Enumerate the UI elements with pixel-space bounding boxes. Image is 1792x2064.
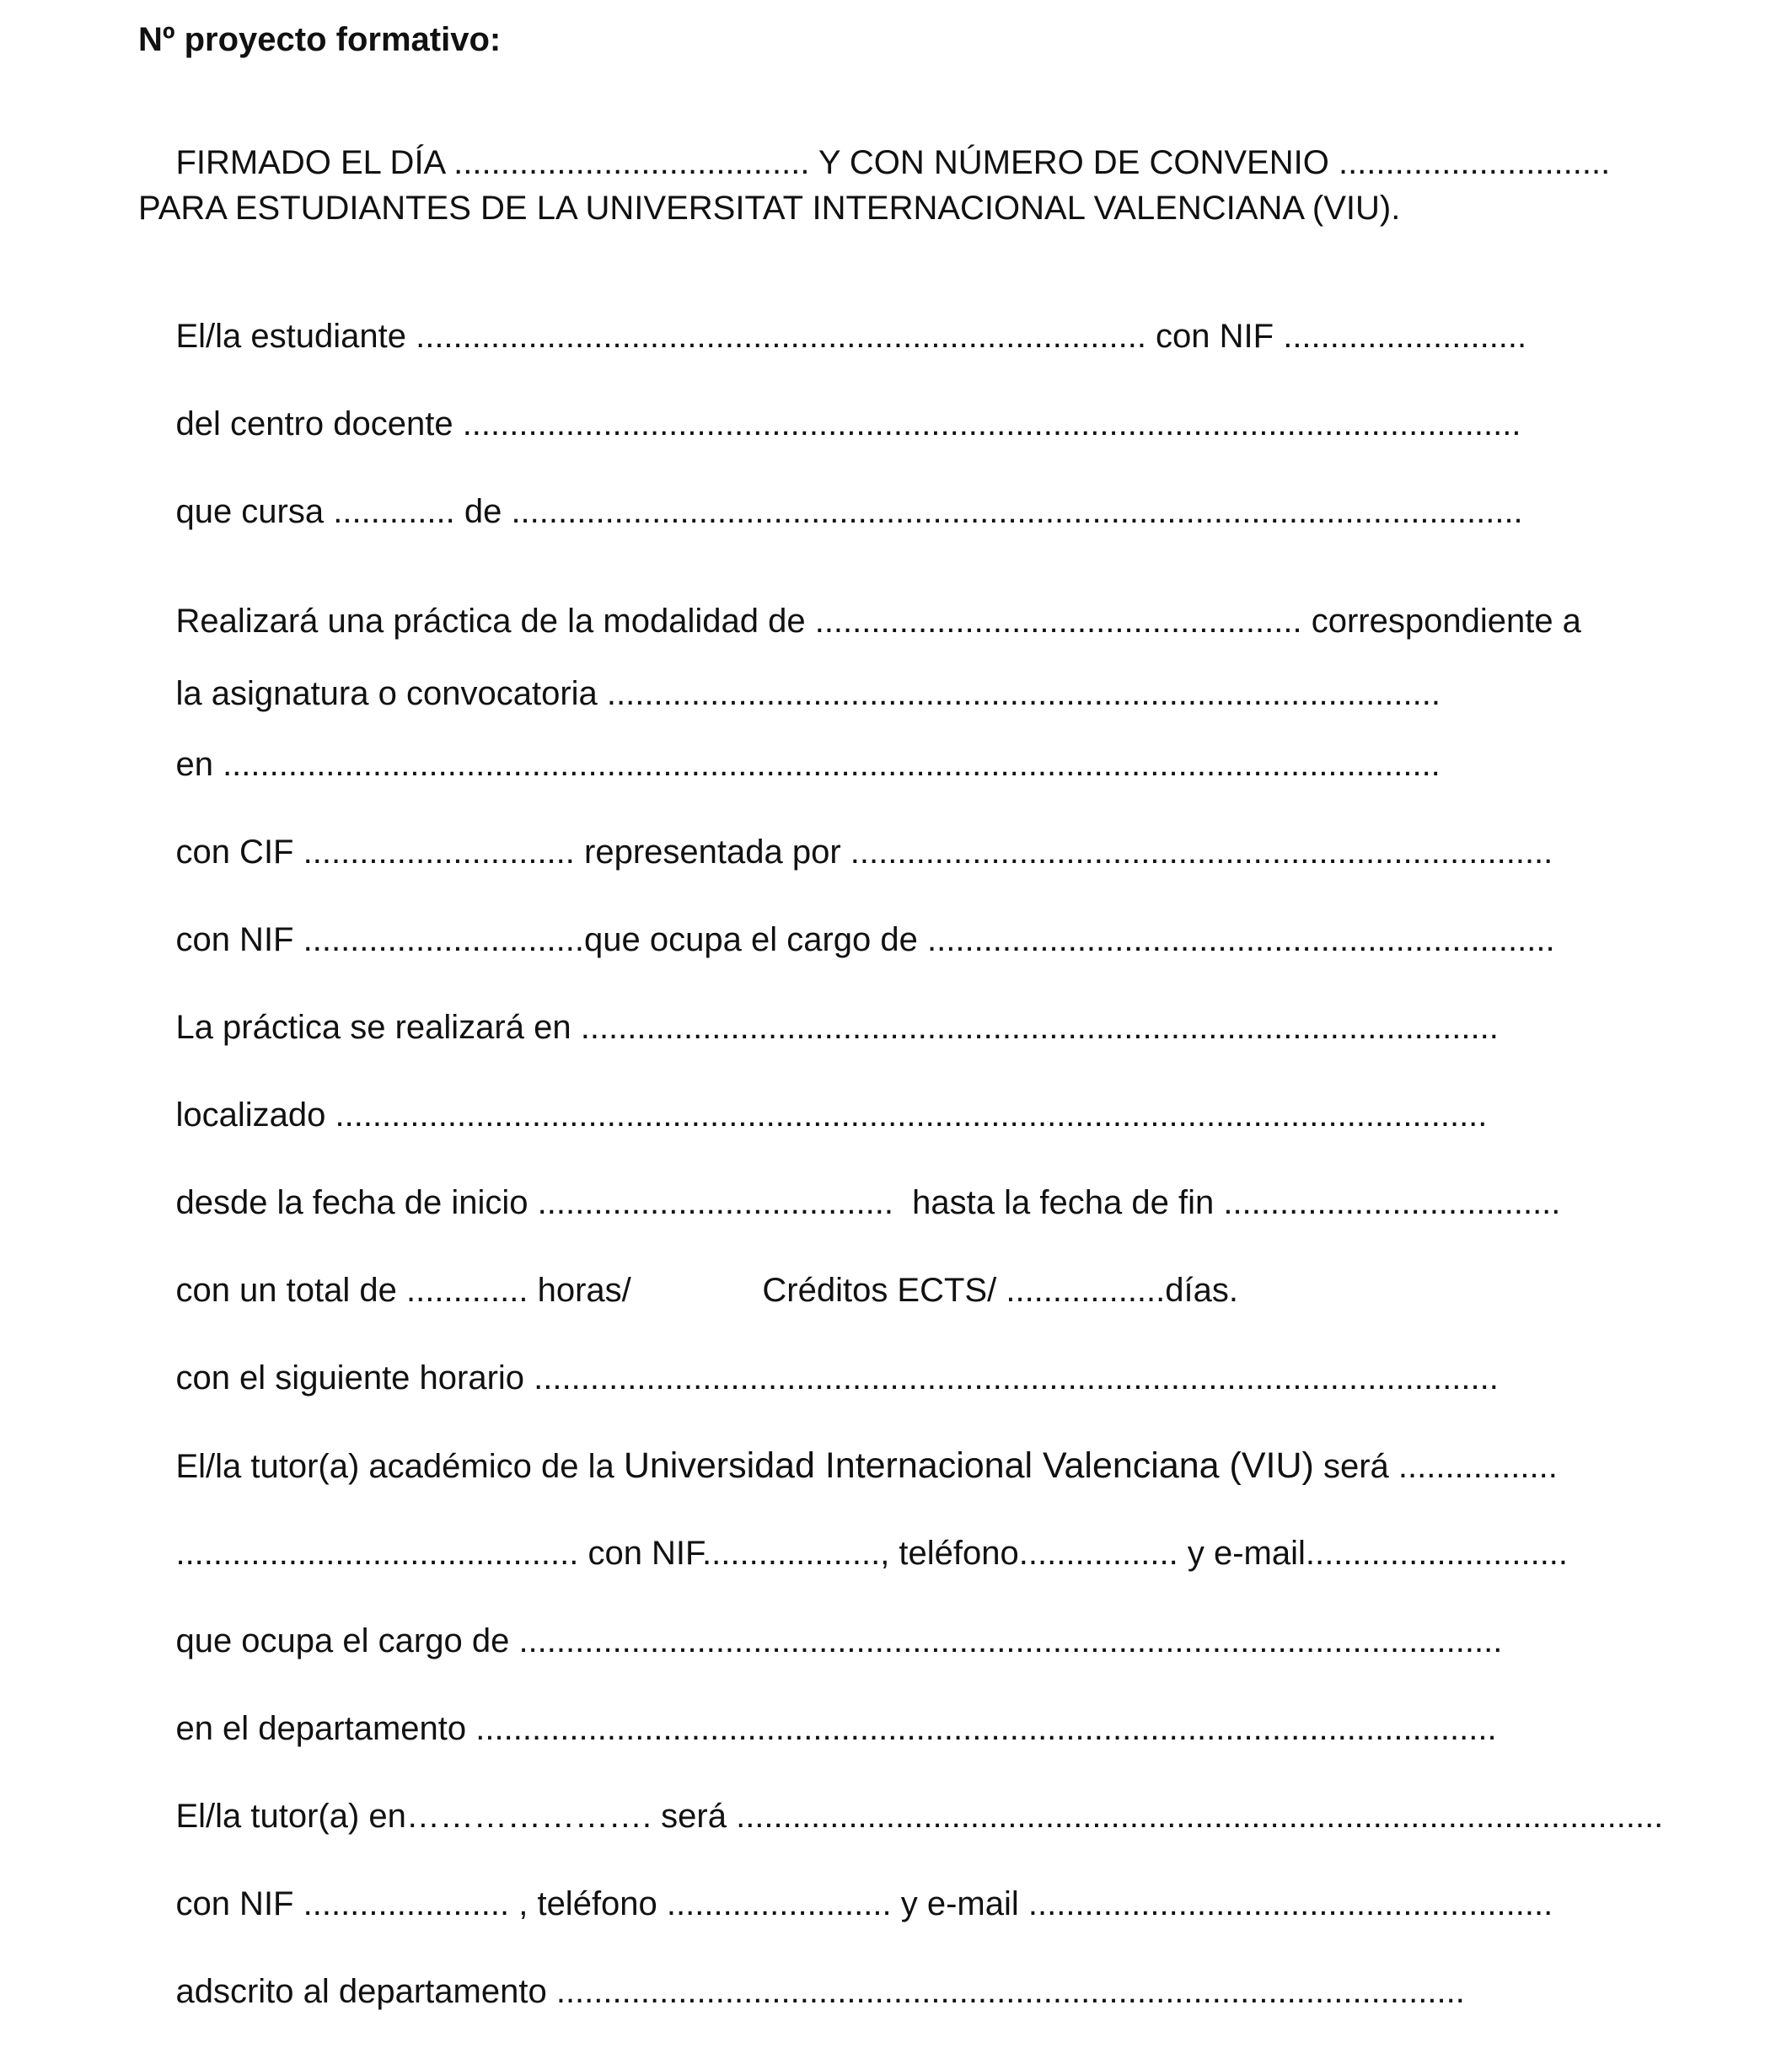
estudiante-nif-label: con NIF [1145,318,1284,355]
tutor-en-mail-label: y e-mail [891,1885,1028,1922]
cursa-label: que cursa [175,493,334,530]
centro-label: del centro docente [175,405,463,442]
tutor-en-label: El/la tutor(a) en [175,1798,406,1835]
fecha-inicio-field[interactable]: ...................................... [537,1184,893,1221]
estudiante-label: El/la estudiante [175,318,416,355]
horario-label: con el siguiente horario [175,1359,534,1397]
fecha-fin-label: hasta la fecha de fin [893,1184,1224,1221]
en-label: en [175,746,223,783]
tutor-en-mail-field[interactable]: ........................................................ [1027,1885,1553,1922]
horas-label: horas/ [528,1272,631,1309]
page-title: Nº proyecto formativo: [138,21,502,58]
tutor-en-tel-label: , teléfono [509,1885,667,1922]
localizado-field[interactable]: ........................................................................................................................... [335,1096,1488,1134]
estudiante-nif-field[interactable]: .......................... [1283,318,1527,355]
nif-label: con NIF [175,921,303,958]
fecha-inicio-label: desde la fecha de inicio [175,1184,538,1221]
cursa-course-field[interactable]: ............. [333,493,455,530]
practica-en-field[interactable]: .................................................................................................. [580,1009,1499,1046]
departamento-field[interactable]: ............................................................................................................. [475,1710,1497,1747]
tutor-mail-label: y e-mail [1178,1535,1306,1572]
tutor-name-field[interactable]: ........................................... [175,1535,579,1572]
practica-en-label: La práctica se realizará en [175,1009,581,1046]
fecha-fin-field[interactable]: .................................... [1223,1184,1561,1221]
adscrito-label: adscrito al departamento [175,1973,556,2010]
cargo-tutor-label: que ocupa el cargo de [175,1622,519,1659]
tutor-en-tel-field[interactable]: ........................ [666,1885,892,1922]
centro-field[interactable]: ................................................................................................................. [462,405,1521,442]
correspondiente-label: correspondiente a [1301,603,1581,640]
cursa-line [138,448,1523,575]
asignatura-field[interactable]: ......................................................................................... [606,675,1441,712]
tutor-nif-field[interactable]: ................... [702,1535,881,1572]
cargo-label: que ocupa el cargo de [584,921,927,958]
creditos-label: Créditos ECTS/ [762,1272,1006,1309]
tutor-en-name-field[interactable]: ................................................................................................... [736,1798,1664,1835]
tutor-tel-label: , teléfono [880,1535,1019,1572]
sera-label: será [1313,1448,1398,1485]
en-field[interactable]: .................................................................................................................................. [223,746,1441,783]
tutor-en-nif-label: con NIF [175,1885,303,1922]
total-label: con un total de [175,1272,406,1309]
dias-field[interactable]: ................. [1006,1272,1166,1309]
tutor-en-place-field[interactable]: ………………… [405,1798,642,1835]
realizara-label: Realizará una práctica de la modalidad de [175,603,815,640]
tutor-en-sera-label: . será [641,1798,737,1835]
cargo-tutor-field[interactable]: ......................................................................................................... [518,1622,1503,1659]
horario-field[interactable]: ....................................................................................................... [534,1359,1499,1397]
tutor-academico-label: El/la tutor(a) académico de la [175,1448,624,1485]
tutor-en-nif-field[interactable]: ...................... [303,1885,510,1922]
firmado-label: FIRMADO EL DÍA [175,144,454,181]
asignatura-label: la asignatura o convocatoria [175,675,607,712]
adscrito-line [138,1928,1465,2055]
modalidad-field[interactable]: .................................................... [814,603,1302,640]
dias-label: días. [1165,1272,1238,1309]
cursa-de-label: de [454,493,512,530]
departamento-label: en el departamento [175,1710,476,1747]
para-line: PARA ESTUDIANTES DE LA UNIVERSITAT INTERNACIONAL VALENCIANA (VIU). [138,190,1401,227]
total-gap [631,1272,763,1309]
cif-label: con CIF [175,834,303,871]
representada-field[interactable]: ........................................................................... [850,834,1553,871]
estudiante-name-field[interactable]: .............................................................................. [416,318,1146,355]
cargo-field[interactable]: ................................................................... [927,921,1555,958]
cif-field[interactable]: ............................. [303,834,575,871]
convenio-label: Y CON NÚMERO DE CONVENIO [809,144,1339,181]
tutor-nif-label: con NIF [578,1535,703,1572]
convenio-number-field[interactable]: ............................. [1338,144,1611,181]
tutor-academico-field[interactable]: ................. [1398,1448,1558,1485]
cursa-study-field[interactable]: ............................................................................................................ [511,493,1523,530]
tutor-mail-field[interactable]: ............................ [1305,1535,1569,1572]
institution-name: Universidad Internacional Valenciana (VIU) [623,1445,1314,1486]
localizado-label: localizado [175,1096,335,1134]
tutor-tel-field[interactable]: ................. [1018,1535,1178,1572]
nif-field[interactable]: .............................. [303,921,585,958]
adscrito-field[interactable]: ................................................................................................. [555,1973,1465,2010]
representada-label: representada por [574,834,850,871]
horas-field[interactable]: ............. [406,1272,528,1309]
firmado-date-field[interactable]: ...................................... [453,144,810,181]
